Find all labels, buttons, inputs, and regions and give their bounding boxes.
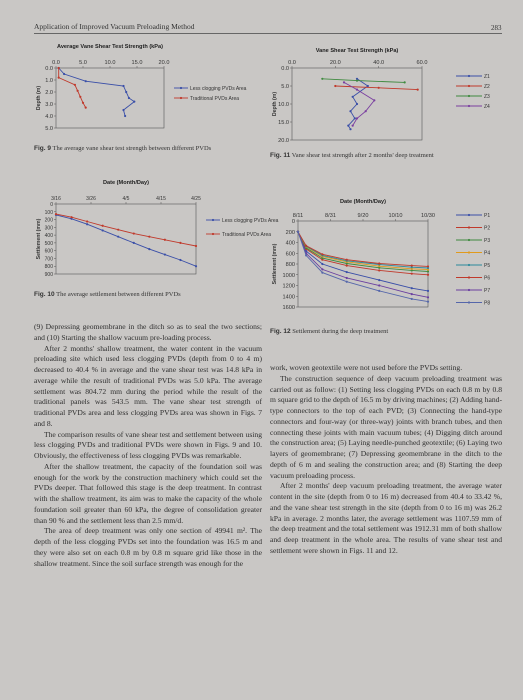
figure-11 (270, 44, 504, 146)
fig11-legend-label: Z1 (484, 74, 490, 80)
fig9-y-tick-label: 0.0 (45, 66, 53, 72)
fig9-y-tick-label: 2.0 (45, 90, 53, 96)
fig9-title: Average Vane Shear Test Strength (kPa) (56, 44, 164, 50)
fig10-point (86, 220, 88, 222)
fig12-point (346, 281, 348, 283)
fig12-y-tick-label: 200 (285, 229, 295, 236)
fig10-x-tick-label: 4/25 (191, 196, 201, 202)
fig11-x-tick-label: 0.0 (288, 60, 296, 66)
fig10-point (164, 253, 166, 255)
fig11-legend-label: Z4 (484, 104, 490, 110)
fig10-point (86, 223, 88, 225)
fig11-series-line (335, 86, 417, 90)
fig10-legend-label: Traditional PVDs Area (222, 232, 272, 238)
fig10-point (179, 242, 181, 244)
right-paragraph-3: After 2 months' deep vacuum preloading treatment, the average water content in the site (depth from 0 to 16 m) decreased from 40.4 to 33.42 %, and the vane shear test strength in the site (depth from 0 to 16 m) was 26.2 kPa in average. 2 months later, the average settlement was 1107.59 mm of the deep treatment and the total settlement was 1912.31 mm of both shallow and deep treatment in the whole area. The results of vane shear test and settlement were shown in Figs. 11 and 12. (270, 481, 502, 555)
fig9-x-tick-label: 15.0 (131, 60, 143, 66)
fig10-y-tick-label: 400 (44, 233, 53, 240)
fig10-caption-text: The average settlement between different PVDs (56, 291, 181, 298)
fig12-point (378, 269, 380, 271)
fig12-point (305, 254, 307, 256)
fig12-legend-label: P7 (484, 288, 491, 294)
fig11-point (354, 117, 356, 119)
fig9-legend-marker (180, 87, 182, 89)
fig10-y-tick-label: 800 (44, 264, 53, 271)
figure-12 (270, 195, 504, 313)
fig9-point (124, 115, 126, 117)
fig12-x-tick-label: 10/30 (421, 213, 435, 219)
fig11-y-tick-label: 20.0 (278, 138, 289, 144)
fig11-legend-marker (468, 75, 470, 77)
fig11-point (378, 87, 380, 89)
fig11-y-tick-label: 15.0 (278, 120, 289, 126)
fig10-y-tick-label: 0 (50, 202, 53, 208)
fig12-point (321, 268, 323, 270)
fig10-point (102, 229, 104, 231)
fig12-point (346, 265, 348, 267)
fig12-legend-marker (468, 239, 470, 241)
fig11-point (352, 125, 354, 127)
fig9-point (74, 84, 76, 86)
fig9-legend-marker (180, 97, 182, 99)
fig9-series-line (59, 68, 135, 116)
fig11-label: Fig. 11 (270, 152, 291, 159)
fig12-point (411, 273, 413, 275)
fig12-legend-marker (468, 226, 470, 228)
fig12-point (427, 301, 429, 303)
fig12-point (378, 262, 380, 264)
fig10-label: Fig. 10 (34, 291, 55, 298)
fig12-legend-label: P1 (484, 213, 491, 219)
fig12-legend-marker (468, 276, 470, 278)
fig11-point (356, 117, 358, 119)
fig12-point (378, 284, 380, 286)
fig10-point (102, 225, 104, 227)
fig9-ylabel: Depth (m) (36, 85, 42, 111)
fig10-x-tick-label: 3/26 (86, 196, 96, 202)
fig10-legend-label: Less clogging PVDs Area (222, 218, 279, 224)
fig11-x-tick-label: 20.0 (329, 60, 341, 66)
fig12-point (427, 296, 429, 298)
fig12-label: Fig. 12 (270, 328, 291, 335)
fig9-point (58, 67, 60, 69)
fig9-point (125, 91, 127, 93)
left-paragraph-3: The comparison results of vane shear test and settlement between using less clogging PVDs and traditional PVDs were shown in Figs. 9 and 10. Obviously, the effectiveness of less clogging PVDs was remarkable. (34, 429, 262, 460)
fig12-y-tick-label: 800 (285, 262, 295, 268)
right-paragraph-1: work, woven geotextile were not used before the PVDs setting. (270, 363, 463, 372)
fig10-y-tick-label: 600 (44, 248, 53, 255)
fig11-point (373, 99, 375, 101)
right-paragraph-2: The construction sequence of deep vacuum preloading treatment was carried out as follow: (1) Setting less clogging PVDs on each 0.8 m by 0.8 m square grid to the depth of 16.5 m by driving machines; (2) Adding hand-type connectors to the top of each PVD; (3) Connecting the hand-type connectors and four-way (or three-way) joints with branch tubes, and then connecting these joints with main vacuum tubes; (4) Digging ditch around the construction area; (5) Laying needle-punched geotextile; (6) Laying two layers of geomembrane; (7) Depressing geomembrane in the ditch to the depth of 6 m and sealing the construction area; and (8) Starting the deep vacuum preloading process. (270, 373, 502, 480)
fig12-chart (270, 195, 504, 313)
fig10-series-line (56, 215, 196, 266)
fig12-point (297, 231, 299, 233)
fig10-chart (34, 176, 279, 280)
fig10-series-line (56, 214, 196, 246)
fig9-caption-text: The average vane shear test strength between different PVDs (52, 145, 212, 152)
fig12-series-line (298, 232, 428, 267)
fig12-legend-label: P3 (484, 238, 491, 244)
left-paragraph-2: After 2 months' shallow treatment, the water content in the vacuum preloading site which used less clogging PVDs (depth from 0 to 4 m) decreased to 40.4 % in average and the vane shear test was 14.8 kPa in average while the result of traditional PVDs was 5.0 kPa. The average settlement was 804.72 mm during the period while the result of the traditional panels was 543.5 mm. The vane shear test strength of traditional PVDs area and less clogging PVDs area was shown in Figs. 7 and 8. (34, 343, 262, 428)
fig12-legend-label: P5 (484, 263, 491, 269)
fig11-point (365, 110, 367, 112)
fig12-point (321, 272, 323, 274)
fig12-y-tick-label: 600 (285, 251, 295, 258)
fig12-x-tick-label: 8/11 (292, 213, 304, 219)
fig11-legend-label: Z2 (484, 84, 490, 90)
fig11-point (321, 78, 323, 80)
fig9-point (122, 109, 124, 111)
fig12-point (411, 298, 413, 300)
fig9-point (122, 85, 124, 87)
fig12-caption-text: Settlement during the deep treatment (292, 328, 389, 335)
fig10-x-tick-label: 4/5 (122, 196, 130, 202)
fig12-series-line (298, 232, 428, 268)
fig12-legend-marker (468, 251, 470, 253)
fig12-point (411, 287, 413, 289)
fig12-point (378, 279, 380, 281)
fig10-point (164, 239, 166, 241)
fig12-legend-label: P8 (484, 300, 491, 307)
body-left-column (34, 322, 262, 569)
fig10-y-tick-label: 900 (44, 272, 53, 278)
fig9-y-tick-label: 1.0 (45, 78, 53, 84)
fig12-point (305, 245, 307, 247)
fig9-point (82, 102, 84, 104)
fig9-point (128, 97, 130, 99)
body-right-column (270, 363, 502, 557)
fig11-point (334, 85, 336, 87)
fig11-legend-label: Z3 (484, 94, 490, 100)
fig11-y-tick-label: 5.0 (281, 84, 289, 90)
fig10-legend-marker (212, 219, 214, 221)
fig11-series-line (322, 79, 404, 83)
running-title: Application of Improved Vacuum Preloading Method (34, 22, 195, 31)
fig9-label: Fig. 9 (34, 145, 51, 152)
fig10-y-tick-label: 500 (44, 240, 53, 247)
fig12-x-tick-label: 9/20 (357, 213, 369, 219)
fig12-y-tick-label: 1000 (282, 272, 295, 279)
fig9-y-tick-label: 3.0 (45, 102, 53, 108)
fig11-legend-marker (468, 85, 470, 87)
fig11-point (367, 85, 369, 87)
fig11-point (356, 103, 358, 105)
fig12-point (321, 263, 323, 265)
fig12-legend-marker (468, 289, 470, 291)
fig12-x-tick-label: 8/31 (325, 213, 336, 219)
fig9-legend-label: Less clogging PVDs Area (190, 86, 247, 92)
fig9-point (85, 107, 87, 109)
fig10-point (117, 236, 119, 238)
fig10-x-tick-label: 4/15 (156, 196, 166, 202)
fig12-point (411, 265, 413, 267)
fig10-ylabel: Settlement (mm) (36, 218, 42, 260)
fig12-legend-marker (468, 301, 470, 303)
fig12-y-tick-label: 1400 (282, 294, 295, 301)
fig10-point (133, 242, 135, 244)
fig12-y-tick-label: 0 (291, 219, 295, 225)
fig10-point (195, 245, 197, 247)
fig9-x-tick-label: 20.0 (158, 60, 170, 66)
fig12-point (427, 270, 429, 272)
fig11-point (404, 81, 406, 83)
fig10-caption (34, 291, 264, 299)
fig9-x-tick-label: 10.0 (104, 60, 116, 66)
fig10-point (195, 265, 197, 267)
fig9-legend-label: Traditional PVDs Area (190, 96, 240, 102)
fig11-point (343, 81, 345, 83)
fig9-caption (34, 145, 264, 153)
fig12-point (321, 253, 323, 255)
fig12-legend-label: P2 (484, 225, 491, 232)
fig9-point (79, 96, 81, 98)
fig10-point (148, 248, 150, 250)
fig11-y-tick-label: 0.0 (281, 66, 289, 72)
fig11-title: Vane Shear Test Strength (kPa) (315, 48, 399, 54)
fig12-y-tick-label: 1200 (282, 283, 295, 290)
fig10-point (133, 232, 135, 234)
fig9-point (63, 73, 65, 75)
fig10-point (70, 216, 72, 218)
fig10-y-tick-label: 700 (44, 256, 53, 263)
fig10-point (55, 213, 57, 215)
fig9-x-tick-label: 0.0 (52, 60, 60, 66)
header-rule (34, 33, 502, 34)
fig11-legend-marker (468, 105, 470, 107)
fig9-series-line (59, 68, 86, 108)
fig9-y-tick-label: 5.0 (45, 126, 53, 132)
fig12-point (427, 274, 429, 276)
fig10-x-tick-label: 3/16 (51, 196, 61, 202)
fig12-point (427, 290, 429, 292)
fig10-title: Date (Month/Day) (103, 180, 149, 186)
fig12-y-tick-label: 1600 (282, 305, 295, 311)
fig12-legend-marker (468, 264, 470, 266)
fig12-legend-label: P6 (484, 275, 491, 282)
fig11-point (417, 89, 419, 91)
fig11-point (356, 89, 358, 91)
fig12-point (378, 290, 380, 292)
fig12-point (346, 277, 348, 279)
fig12-legend-label: P4 (484, 250, 491, 257)
fig10-y-tick-label: 300 (44, 225, 53, 232)
fig10-point (179, 259, 181, 261)
fig11-caption (270, 152, 504, 160)
figure-9 (34, 40, 264, 140)
left-paragraph-4: After the shallow treatment, the capacity of the foundation soil was enough for the work by the construction machinery which could set the PVDs deeper. That followed this stage is the deep treatment. In contrast with the shallow treatment, its aim was to make the capacity of the whole foundation soil greater than 60 kPa, the degree of consolidation greater than 90 % and the settlement less than 2.5 mm/d. (34, 461, 262, 525)
fig11-point (349, 128, 351, 130)
fig10-point (117, 229, 119, 231)
fig10-y-tick-label: 200 (44, 217, 53, 224)
fig12-legend-marker (468, 214, 470, 216)
fig12-point (346, 271, 348, 273)
fig10-legend-marker (212, 233, 214, 235)
fig10-y-tick-label: 100 (44, 209, 53, 216)
fig12-point (346, 259, 348, 261)
fig10-plot-frame (56, 204, 196, 274)
fig11-point (347, 125, 349, 127)
fig10-point (148, 236, 150, 238)
fig11-series-line (344, 82, 374, 125)
fig12-y-tick-label: 400 (285, 240, 295, 247)
fig11-y-tick-label: 10.0 (278, 102, 289, 108)
fig9-point (77, 90, 79, 92)
fig9-point (133, 101, 135, 103)
fig11-chart (270, 44, 504, 146)
fig12-x-tick-label: 10/10 (388, 213, 403, 219)
fig11-point (356, 80, 358, 82)
fig9-y-tick-label: 4.0 (45, 114, 53, 120)
fig9-point (58, 77, 60, 79)
fig12-caption (270, 328, 504, 336)
fig9-point (85, 80, 87, 82)
fig11-point (349, 110, 351, 112)
fig9-chart (34, 40, 264, 140)
fig11-x-tick-label: 60.0 (416, 60, 428, 66)
fig12-title: Date (Month/Day) (340, 199, 386, 205)
fig11-point (352, 96, 354, 98)
fig11-ylabel: Depth (m) (272, 91, 278, 117)
left-paragraph-5: The area of deep treatment was only one section of 49941 m². The depth of the less clogging PVDs set into the foundation was 16.5 m and they were also set on each 0.8 m by 0.8 m square grid like those in the shallow treatment. Since the soil surface strength was enough for the (34, 526, 262, 568)
figure-10 (34, 176, 279, 280)
page-number: 283 (491, 24, 502, 32)
fig11-x-tick-label: 40.0 (373, 60, 385, 66)
fig11-legend-marker (468, 95, 470, 97)
fig9-x-tick-label: 5.0 (79, 60, 87, 66)
left-paragraph-1: (9) Depressing geomembrane in the ditch so as to seal the two sections; and (10) Starting the shallow vacuum pre-loading process. (34, 322, 262, 342)
fig12-point (411, 293, 413, 295)
fig12-ylabel: Settlement (mm) (272, 243, 278, 285)
fig11-caption-text: Vane shear test strength after 2 months' deep treatment (291, 152, 434, 159)
fig12-point (427, 265, 429, 267)
